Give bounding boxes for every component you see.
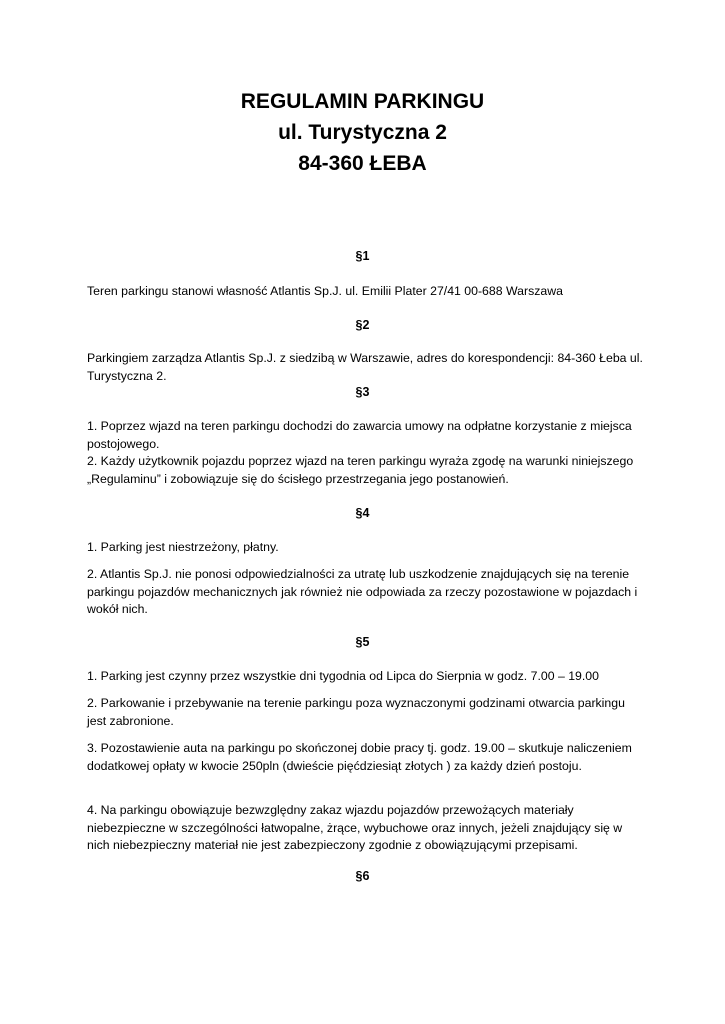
section-3-body — [87, 418, 647, 488]
title-line-1: REGULAMIN PARKINGU — [240, 90, 485, 113]
section-3-heading: §3 — [355, 385, 370, 399]
section-5-paragraph-4: 4. Na parkingu obowiązuje bezwzględny zakaz wjazdu pojazdów przewożących materiały niebezpieczne w szczególności łatwopalne, żrące, wybuchowe oraz innych, jeżeli znajdujący się w nich niebezpieczny materiał nie jest zabezpieczony zgodnie z obowiązującymi przepisami. — [87, 803, 623, 852]
title-line-3: 84-360 ŁEBA — [298, 152, 427, 175]
section-2-paragraph-1: Parkingiem zarządza Atlantis Sp.J. z siedzibą w Warszawie, adres do korespondencji: 84-360 Łeba ul. Turystyczna 2. — [87, 351, 643, 383]
section-1-paragraph-1: Teren parkingu stanowi własność Atlantis Sp.J. ul. Emilii Plater 27/41 00-688 Warszawa — [87, 284, 563, 298]
section-6-heading: §6 — [355, 869, 370, 883]
section-5-paragraph-3: 3. Pozostawienie auta na parkingu po skończonej dobie pracy tj. godz. 19.00 – skutkuje naliczeniem dodatkowej opłaty w kwocie 250pln (dwieście pięćdziesiąt złotych ) za każdy dzień postoju. — [87, 741, 632, 773]
document-title — [0, 86, 725, 179]
section-5-paragraph-1: 1. Parking jest czynny przez wszystkie dni tygodnia od Lipca do Sierpnia w godz. 7.00 – 19.00 — [87, 669, 599, 683]
section-3-paragraph-1: 1. Poprzez wjazd na teren parkingu dochodzi do zawarcia umowy na odpłatne korzystanie z miejsca postojowego. — [87, 419, 632, 451]
section-2-heading: §2 — [355, 318, 370, 332]
section-4-paragraph-1: 1. Parking jest niestrzeżony, płatny. — [87, 540, 279, 554]
section-4-heading: §4 — [355, 506, 370, 520]
section-5-paragraph-2: 2. Parkowanie i przebywanie na terenie parkingu poza wyznaczonymi godzinami otwarcia parkingu jest zabronione. — [87, 696, 625, 728]
section-4-paragraph-2: 2. Atlantis Sp.J. nie ponosi odpowiedzialności za utratę lub uszkodzenie znajdujących się na terenie parkingu pojazdów mechanicznych jak również nie odpowiada za rzeczy pozostawione w pojazdach i wokół nich. — [87, 567, 638, 616]
title-line-2: ul. Turystyczna 2 — [278, 121, 447, 144]
section-5-heading: §5 — [355, 635, 370, 649]
section-1-heading: §1 — [355, 249, 370, 263]
section-3-paragraph-2: 2. Każdy użytkownik pojazdu poprzez wjazd na teren parkingu wyraża zgodę na warunki niniejszego „Regulaminu” i zobowiązuje się do ścisłego przestrzegania jego postanowień. — [87, 454, 634, 486]
